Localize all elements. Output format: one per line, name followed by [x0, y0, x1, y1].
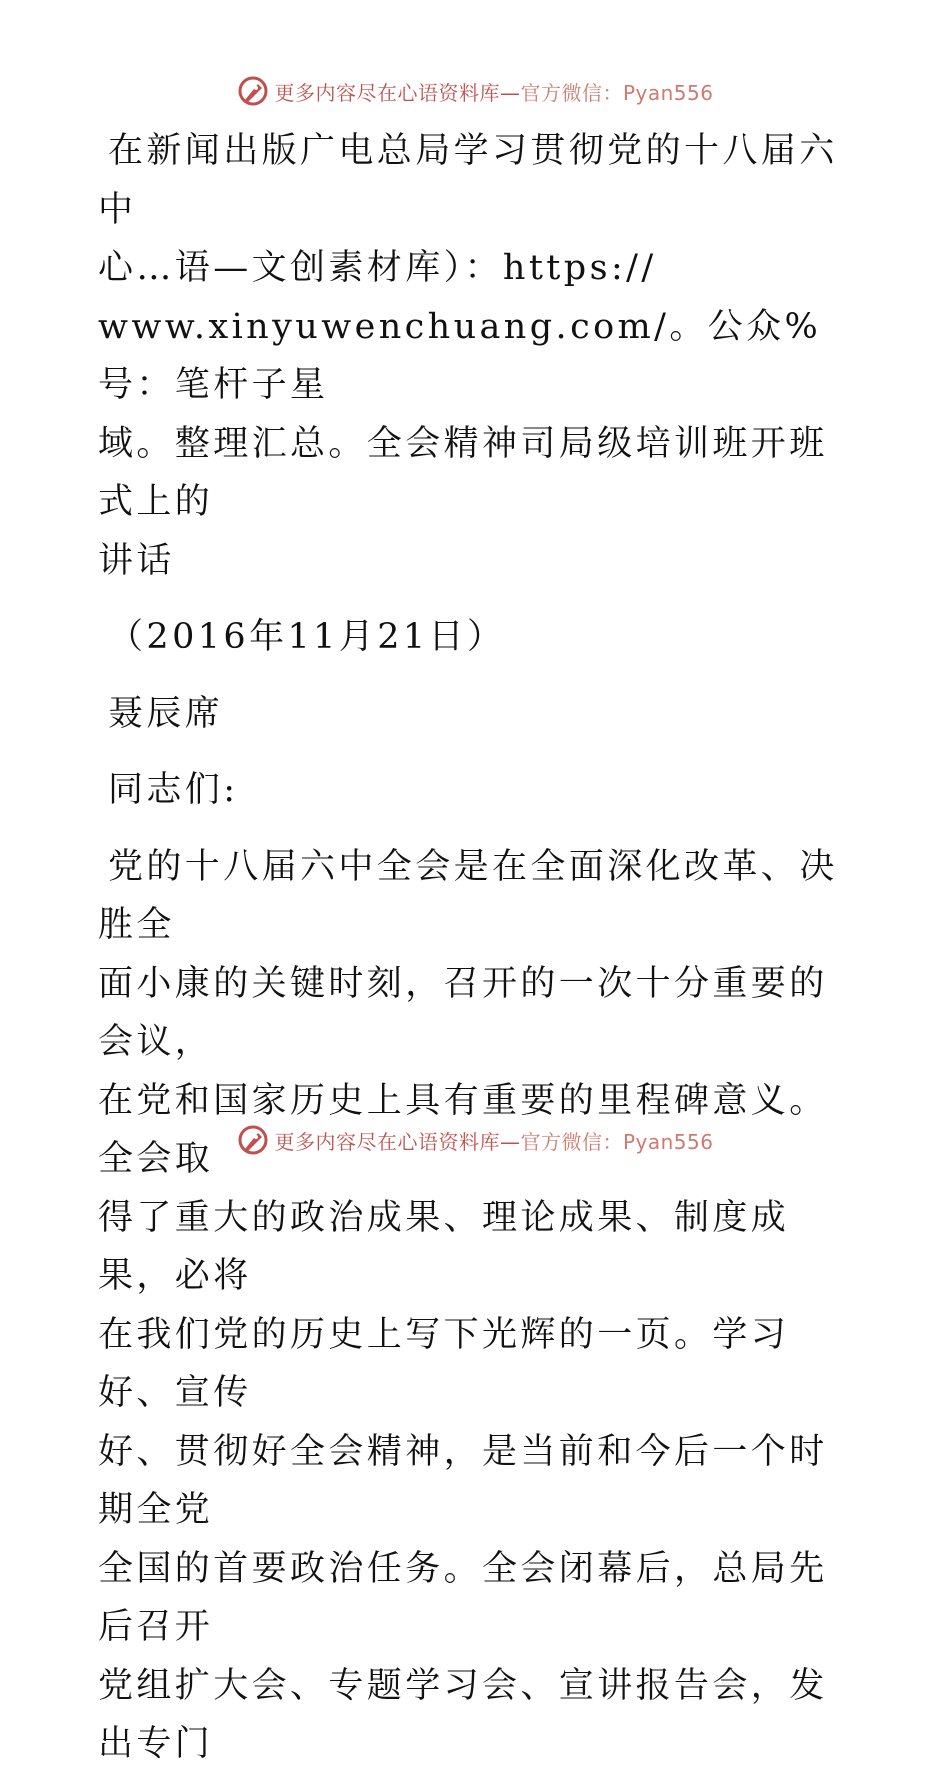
- body-line: 党的十八届六中全会是在全面深化改革、决胜全: [98, 846, 838, 945]
- header-watermark: [0, 71, 950, 111]
- title-line: 心…语—文创素材库）：https://: [98, 248, 657, 288]
- body-line: 在我们党的历史上写下光辉的一页。学习好、宣传: [98, 1314, 790, 1413]
- watermark-text: 更多内容尽在心语资料库—: [274, 1129, 521, 1154]
- body-line: 面小康的关键时刻，召开的一次十分重要的会议，: [98, 963, 828, 1062]
- speech-date: （2016年11月21日）: [108, 617, 506, 657]
- body-line: 全国的首要政治任务。全会闭幕后，总局先后召开: [98, 1548, 828, 1647]
- salutation: 同志们:: [108, 770, 239, 810]
- title-line: 讲话: [98, 540, 175, 581]
- body-line: 好、贯彻好全会精神，是当前和今后一个时期全党: [98, 1431, 828, 1530]
- title-line: 在新闻出版广电总局学习贯彻党的十八届六中: [98, 131, 838, 230]
- body-line: 在党和国家历史上具有重要的里程碑意义。全会取: [98, 1080, 828, 1179]
- body-line: 党组扩大会、专题学习会、宣讲报告会，发出专门: [98, 1665, 828, 1764]
- watermark-text: 更多内容尽在心语资料库—: [274, 80, 521, 105]
- speaker-name: 聂辰席: [108, 693, 224, 734]
- pen-nib-logo-icon: [236, 1123, 270, 1157]
- pen-nib-logo-icon: [236, 74, 270, 108]
- document-body: [98, 122, 858, 1774]
- watermark-wechat: 官方微信：Pyan556: [520, 80, 714, 105]
- body-paragraph: [98, 838, 858, 1774]
- title-line: www.xinyuwenchuang.com/。公众%号：笔杆子星: [98, 306, 822, 405]
- body-line: 得了重大的政治成果、理论成果、制度成果，必将: [98, 1197, 790, 1296]
- watermark-wechat: 官方微信：Pyan556: [520, 1129, 714, 1154]
- footer-watermark: [0, 1120, 950, 1160]
- document-title: [98, 122, 858, 590]
- title-line: 域。整理汇总。全会精神司局级培训班开班式上的: [98, 423, 828, 522]
